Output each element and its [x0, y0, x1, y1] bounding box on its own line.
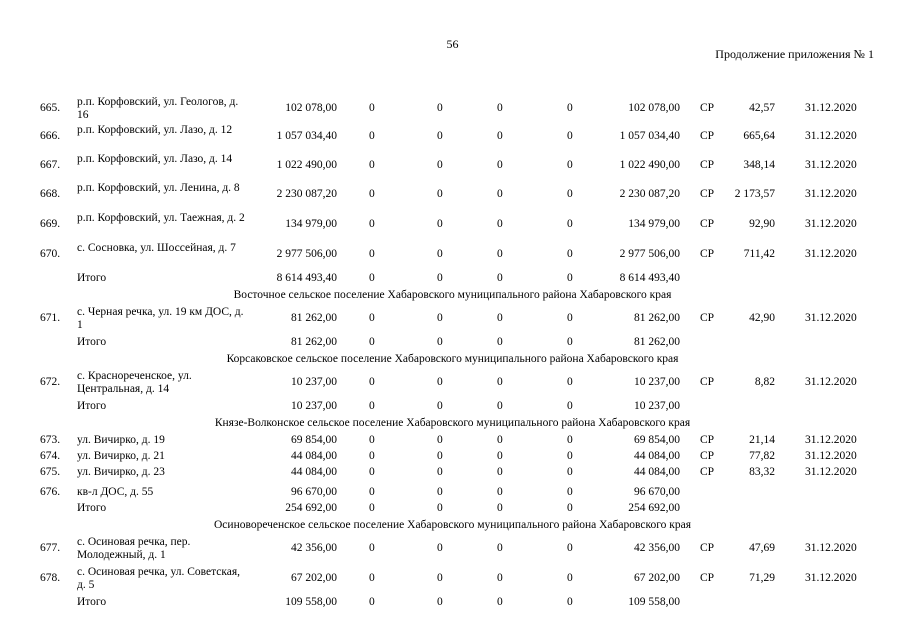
address-cell: Итого: [77, 272, 107, 284]
method-cell: СР: [700, 159, 715, 171]
zero-cell: 0: [437, 312, 443, 324]
zero-cell: 0: [497, 502, 503, 514]
section-heading: Осиновореченское сельское поселение Хабаровского муниципального района Хабаровского края: [214, 519, 691, 531]
zero-cell: 0: [567, 159, 573, 171]
zero-cell: 0: [497, 218, 503, 230]
zero-cell: 0: [567, 188, 573, 200]
total-cell: 81 262,00: [634, 336, 680, 348]
address-cell: ул. Вичирко, д. 21: [77, 450, 165, 462]
zero-cell: 0: [497, 376, 503, 388]
zero-cell: 0: [497, 188, 503, 200]
zero-cell: 0: [497, 466, 503, 478]
method-cell: СР: [700, 218, 715, 230]
total-cell: 109 558,00: [628, 596, 680, 608]
method-cell: СР: [700, 312, 715, 324]
amount-cell: 44 084,00: [291, 450, 337, 462]
total-cell: 2 230 087,20: [619, 188, 680, 200]
price-cell: 92,90: [749, 218, 775, 230]
zero-cell: 0: [497, 434, 503, 446]
date-cell: 31.12.2020: [805, 542, 857, 554]
zero-cell: 0: [437, 376, 443, 388]
amount-cell: 81 262,00: [291, 336, 337, 348]
zero-cell: 0: [437, 218, 443, 230]
total-cell: 1 057 034,40: [619, 130, 680, 142]
zero-cell: 0: [497, 130, 503, 142]
address-cell: р.п. Корфовский, ул. Лазо, д. 14: [77, 153, 233, 165]
zero-cell: 0: [437, 542, 443, 554]
zero-cell: 0: [497, 542, 503, 554]
date-cell: 31.12.2020: [805, 188, 857, 200]
zero-cell: 0: [437, 336, 443, 348]
zero-cell: 0: [497, 596, 503, 608]
total-cell: 254 692,00: [628, 502, 680, 514]
total-cell: 8 614 493,40: [619, 272, 680, 284]
method-cell: СР: [700, 572, 715, 584]
total-cell: 44 084,00: [634, 466, 680, 478]
amount-cell: 2 977 506,00: [276, 248, 337, 260]
row-number: 666.: [40, 130, 61, 142]
row-number: 675.: [40, 466, 61, 478]
amount-cell: 102 078,00: [285, 102, 337, 114]
zero-cell: 0: [567, 376, 573, 388]
zero-cell: 0: [567, 102, 573, 114]
zero-cell: 0: [369, 102, 375, 114]
address-cell: с. Сосновка, ул. Шоссейная, д. 7: [77, 242, 236, 254]
price-cell: 77,82: [749, 450, 775, 462]
zero-cell: 0: [437, 272, 443, 284]
row-number: 674.: [40, 450, 61, 462]
address-cell: Итого: [77, 400, 107, 412]
row-number: 670.: [40, 248, 61, 260]
zero-cell: 0: [369, 596, 375, 608]
zero-cell: 0: [497, 486, 503, 498]
address-cell: ул. Вичирко, д. 19: [77, 434, 165, 446]
zero-cell: 0: [369, 336, 375, 348]
zero-cell: 0: [497, 400, 503, 412]
address-cell: Итого: [77, 336, 107, 348]
zero-cell: 0: [497, 102, 503, 114]
zero-cell: 0: [497, 312, 503, 324]
zero-cell: 0: [437, 400, 443, 412]
zero-cell: 0: [567, 336, 573, 348]
zero-cell: 0: [567, 272, 573, 284]
amount-cell: 69 854,00: [291, 434, 337, 446]
zero-cell: 0: [567, 502, 573, 514]
price-cell: 47,69: [749, 542, 775, 554]
zero-cell: 0: [497, 248, 503, 260]
amount-cell: 1 057 034,40: [276, 130, 337, 142]
address-cell: Итого: [77, 596, 107, 608]
zero-cell: 0: [369, 272, 375, 284]
zero-cell: 0: [369, 450, 375, 462]
date-cell: 31.12.2020: [805, 218, 857, 230]
zero-cell: 0: [369, 159, 375, 171]
section-heading: Корсаковское сельское поселение Хабаровского муниципального района Хабаровского края: [226, 353, 679, 365]
method-cell: СР: [700, 434, 715, 446]
zero-cell: 0: [567, 130, 573, 142]
total-cell: 1 022 490,00: [619, 159, 680, 171]
date-cell: 31.12.2020: [805, 248, 857, 260]
total-cell: 42 356,00: [634, 542, 680, 554]
address-cell: кв-л ДОС, д. 55: [77, 486, 154, 498]
zero-cell: 0: [567, 596, 573, 608]
zero-cell: 0: [369, 434, 375, 446]
zero-cell: 0: [437, 102, 443, 114]
date-cell: 31.12.2020: [805, 159, 857, 171]
zero-cell: 0: [437, 596, 443, 608]
date-cell: 31.12.2020: [805, 312, 857, 324]
row-number: 665.: [40, 102, 61, 114]
method-cell: СР: [700, 188, 715, 200]
amount-cell: 254 692,00: [285, 502, 337, 514]
zero-cell: 0: [369, 486, 375, 498]
zero-cell: 0: [567, 572, 573, 584]
amount-cell: 134 979,00: [285, 218, 337, 230]
date-cell: 31.12.2020: [805, 450, 857, 462]
price-cell: 665,64: [743, 130, 775, 142]
price-cell: 42,57: [749, 102, 775, 114]
total-cell: 134 979,00: [628, 218, 680, 230]
price-cell: 711,42: [743, 248, 775, 260]
price-cell: 2 173,57: [734, 188, 775, 200]
zero-cell: 0: [369, 312, 375, 324]
method-cell: СР: [700, 450, 715, 462]
address-cell: р.п. Корфовский, ул. Лазо, д. 12: [77, 124, 233, 136]
price-cell: 21,14: [749, 434, 775, 446]
page-number: 56: [446, 37, 459, 51]
address-cell: с. Черная речка, ул. 19 км ДОС, д. 1: [77, 306, 244, 331]
method-cell: СР: [700, 542, 715, 554]
amount-cell: 8 614 493,40: [276, 272, 337, 284]
zero-cell: 0: [567, 218, 573, 230]
zero-cell: 0: [567, 312, 573, 324]
amount-cell: 42 356,00: [291, 542, 337, 554]
total-cell: 2 977 506,00: [619, 248, 680, 260]
zero-cell: 0: [369, 466, 375, 478]
amount-cell: 109 558,00: [285, 596, 337, 608]
zero-cell: 0: [567, 486, 573, 498]
price-cell: 348,14: [743, 159, 775, 171]
amount-cell: 10 237,00: [291, 376, 337, 388]
section-heading: Князе-Волконское сельское поселение Хабаровского муниципального района Хабаровского края: [214, 417, 691, 429]
total-cell: 67 202,00: [634, 572, 680, 584]
date-cell: 31.12.2020: [805, 376, 857, 388]
zero-cell: 0: [437, 572, 443, 584]
row-number: 671.: [40, 312, 61, 324]
zero-cell: 0: [567, 542, 573, 554]
total-cell: 102 078,00: [628, 102, 680, 114]
row-number: 667.: [40, 159, 61, 171]
zero-cell: 0: [567, 400, 573, 412]
total-cell: 10 237,00: [634, 400, 680, 412]
section-heading: Восточное сельское поселение Хабаровского муниципального района Хабаровского края: [233, 289, 672, 301]
zero-cell: 0: [497, 159, 503, 171]
price-cell: 42,90: [749, 312, 775, 324]
zero-cell: 0: [437, 248, 443, 260]
row-number: 669.: [40, 218, 61, 230]
date-cell: 31.12.2020: [805, 434, 857, 446]
amount-cell: 67 202,00: [291, 572, 337, 584]
zero-cell: 0: [369, 248, 375, 260]
total-cell: 96 670,00: [634, 486, 680, 498]
method-cell: СР: [700, 466, 715, 478]
address-cell: р.п. Корфовский, ул. Геологов, д. 16: [77, 96, 239, 121]
date-cell: 31.12.2020: [805, 466, 857, 478]
row-number: 668.: [40, 188, 61, 200]
address-cell: с. Осиновая речка, ул. Советская, д. 5: [77, 566, 241, 591]
zero-cell: 0: [369, 542, 375, 554]
row-number: 677.: [40, 542, 61, 554]
zero-cell: 0: [437, 466, 443, 478]
zero-cell: 0: [567, 466, 573, 478]
method-cell: СР: [700, 248, 715, 260]
total-cell: 44 084,00: [634, 450, 680, 462]
zero-cell: 0: [567, 450, 573, 462]
zero-cell: 0: [369, 400, 375, 412]
zero-cell: 0: [369, 376, 375, 388]
row-number: 676.: [40, 486, 61, 498]
zero-cell: 0: [369, 572, 375, 584]
address-cell: с. Краснореченское, ул. Центральная, д. 14: [77, 370, 192, 395]
total-cell: 81 262,00: [634, 312, 680, 324]
zero-cell: 0: [497, 272, 503, 284]
zero-cell: 0: [369, 502, 375, 514]
price-cell: 8,82: [754, 376, 775, 388]
zero-cell: 0: [497, 572, 503, 584]
date-cell: 31.12.2020: [805, 572, 857, 584]
address-cell: р.п. Корфовский, ул. Таежная, д. 2: [77, 212, 245, 224]
zero-cell: 0: [437, 159, 443, 171]
amount-cell: 10 237,00: [291, 400, 337, 412]
address-cell: с. Осиновая речка, пер. Молодежный, д. 1: [77, 536, 191, 561]
price-cell: 83,32: [749, 466, 775, 478]
price-cell: 71,29: [749, 572, 775, 584]
method-cell: СР: [700, 102, 715, 114]
zero-cell: 0: [369, 218, 375, 230]
zero-cell: 0: [497, 450, 503, 462]
zero-cell: 0: [437, 450, 443, 462]
continuation-label: Продолжение приложения № 1: [715, 47, 874, 61]
zero-cell: 0: [567, 434, 573, 446]
amount-cell: 81 262,00: [291, 312, 337, 324]
date-cell: 31.12.2020: [805, 102, 857, 114]
zero-cell: 0: [437, 130, 443, 142]
address-cell: р.п. Корфовский, ул. Ленина, д. 8: [77, 182, 240, 194]
row-number: 673.: [40, 434, 61, 446]
amount-cell: 96 670,00: [291, 486, 337, 498]
address-cell: Итого: [77, 502, 107, 514]
zero-cell: 0: [369, 130, 375, 142]
row-number: 678.: [40, 572, 61, 584]
row-number: 672.: [40, 376, 61, 388]
total-cell: 69 854,00: [634, 434, 680, 446]
zero-cell: 0: [437, 188, 443, 200]
amount-cell: 2 230 087,20: [276, 188, 337, 200]
method-cell: СР: [700, 376, 715, 388]
zero-cell: 0: [567, 248, 573, 260]
total-cell: 10 237,00: [634, 376, 680, 388]
amount-cell: 1 022 490,00: [276, 159, 337, 171]
method-cell: СР: [700, 130, 715, 142]
address-cell: ул. Вичирко, д. 23: [77, 466, 165, 478]
zero-cell: 0: [437, 434, 443, 446]
zero-cell: 0: [497, 336, 503, 348]
zero-cell: 0: [437, 502, 443, 514]
amount-cell: 44 084,00: [291, 466, 337, 478]
date-cell: 31.12.2020: [805, 130, 857, 142]
zero-cell: 0: [369, 188, 375, 200]
zero-cell: 0: [437, 486, 443, 498]
